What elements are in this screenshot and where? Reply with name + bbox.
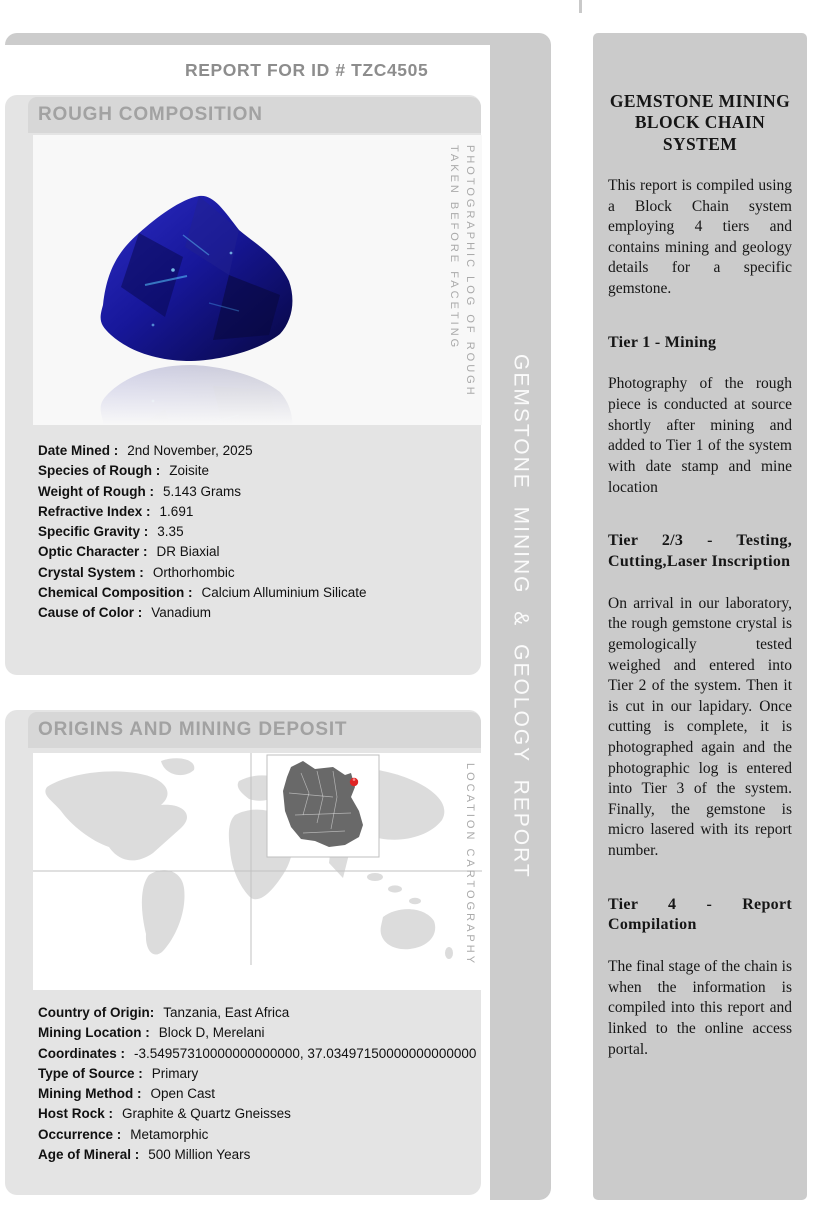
field-value: Zoisite: [169, 463, 210, 479]
field-value: 3.35: [157, 524, 184, 540]
field-label: Country of Origin:: [38, 1005, 155, 1020]
sidebar-tier23-heading: Tier 2/3 - Testing, Cutting,Laser Inscription: [608, 532, 792, 570]
field-value: -3.54957310000000000000, 37.03497150000000000000: [134, 1045, 477, 1061]
sidebar-tier23-body: On arrival in our laboratory, the rough gemstone crystal is gemologically tested weighed and entered into Tier 2 of the system. Then it is cut in our lapidary. Once cutting is complete, it is photographed again and the photographic log is entered into Tier 3 of the system. Finally, the gemstone is micro lasered with its report number.: [608, 594, 792, 860]
tanzania-inset-map: [267, 755, 379, 857]
field-value: Graphite & Quartz Gneisses: [122, 1106, 291, 1122]
blockchain-sidebar: [593, 33, 807, 1200]
location-map-panel: [33, 753, 482, 990]
field-row: [38, 1086, 476, 1106]
field-label: Mining Method :: [38, 1086, 142, 1102]
field-value: 5.143 Grams: [162, 483, 242, 499]
field-row: [38, 1066, 476, 1086]
origins-fields: [38, 1005, 476, 1167]
field-value: DR Biaxial: [156, 544, 220, 560]
sidebar-tier1-body: Photography of the rough piece is conducted at source shortly after mining and added to Tier 1 of the system with date stamp and mine location: [608, 375, 792, 496]
field-label: Species of Rough :: [38, 463, 161, 479]
field-label: Chemical Composition :: [38, 585, 193, 601]
map-caption-line1: LOCATION CARTOGRAPHY: [464, 763, 476, 967]
ribbon-label: GEMSTONE MINING & GEOLOGY REPORT: [509, 354, 533, 879]
section-origins-mining-deposit: [5, 710, 481, 1195]
field-row: [38, 585, 367, 605]
field-value: 1.691: [159, 503, 194, 519]
rough-section-title: ROUGH COMPOSITION: [38, 104, 263, 125]
field-value: 2nd November, 2025: [127, 443, 253, 458]
map-caption: [462, 763, 478, 966]
field-row: [38, 443, 367, 463]
field-value: Primary: [151, 1065, 199, 1081]
field-value: Orthorhombic: [152, 564, 235, 580]
field-row: [38, 544, 367, 564]
field-label: Age of Mineral :: [38, 1147, 140, 1163]
page-top-tick: [579, 0, 582, 13]
field-label: Refractive Index :: [38, 503, 151, 519]
field-row: [38, 1046, 476, 1066]
field-label: Coordinates :: [38, 1045, 126, 1061]
rough-fields: [38, 443, 367, 626]
origins-section-title: ORIGINS AND MINING DEPOSIT: [38, 719, 348, 740]
rough-gemstone-photo: [33, 135, 363, 425]
sidebar-tier4-body: The final stage of the chain is when the information is compiled into this report and linked to the online access portal.: [608, 958, 792, 1058]
field-label: Occurrence :: [38, 1126, 122, 1142]
field-label: Optic Character :: [38, 544, 148, 560]
sidebar-tier1-heading: Tier 1 - Mining: [608, 333, 717, 351]
field-value: Tanzania, East Africa: [163, 1005, 290, 1020]
field-row: [38, 605, 367, 625]
sidebar-tier4-heading: Tier 4 - Report Compilation: [608, 895, 792, 934]
report-title: REPORT FOR ID # TZC4505: [185, 60, 429, 80]
field-label: Crystal System :: [38, 564, 144, 580]
field-row: [38, 504, 367, 524]
field-value: Calcium Alluminium Silicate: [201, 585, 367, 601]
sidebar-intro: This report is compiled using a Block Chain system employing 4 tiers and contains mining and geology details for a specific gemstone.: [608, 177, 792, 298]
field-value: Metamorphic: [130, 1126, 209, 1142]
field-label: Type of Source :: [38, 1065, 143, 1081]
field-row: [38, 1127, 476, 1147]
field-label: Host Rock :: [38, 1106, 114, 1122]
field-value: Block D, Merelani: [158, 1025, 265, 1041]
field-value: Vanadium: [151, 605, 212, 621]
origins-section-header: [28, 712, 481, 748]
vertical-ribbon: [490, 33, 551, 1200]
photo-caption-line2: TAKEN BEFORE FACETING: [448, 145, 460, 351]
rough-photo-panel: [33, 135, 482, 425]
photo-caption-line1: PHOTOGRAPHIC LOG OF ROUGH: [464, 145, 476, 398]
rough-section-header: [28, 97, 481, 133]
field-row: [38, 484, 367, 504]
field-row: [38, 1005, 476, 1025]
field-value: 500 Million Years: [148, 1147, 251, 1163]
field-row: [38, 565, 367, 585]
field-label: Weight of Rough :: [38, 483, 154, 499]
field-row: [38, 524, 367, 544]
world-map: [33, 753, 482, 990]
field-label: Cause of Color :: [38, 605, 143, 621]
section-rough-composition: [5, 95, 481, 675]
photo-caption: [446, 145, 478, 398]
field-label: Mining Location :: [38, 1025, 150, 1041]
field-row: [38, 1025, 476, 1045]
field-label: Date Mined :: [38, 443, 119, 458]
field-row: [38, 1106, 476, 1126]
field-value: Open Cast: [150, 1086, 216, 1102]
field-label: Specific Gravity :: [38, 524, 149, 540]
sidebar-title: GEMSTONE MINING BLOCK CHAIN SYSTEM: [609, 91, 791, 154]
field-row: [38, 463, 367, 483]
field-row: [38, 1147, 476, 1167]
